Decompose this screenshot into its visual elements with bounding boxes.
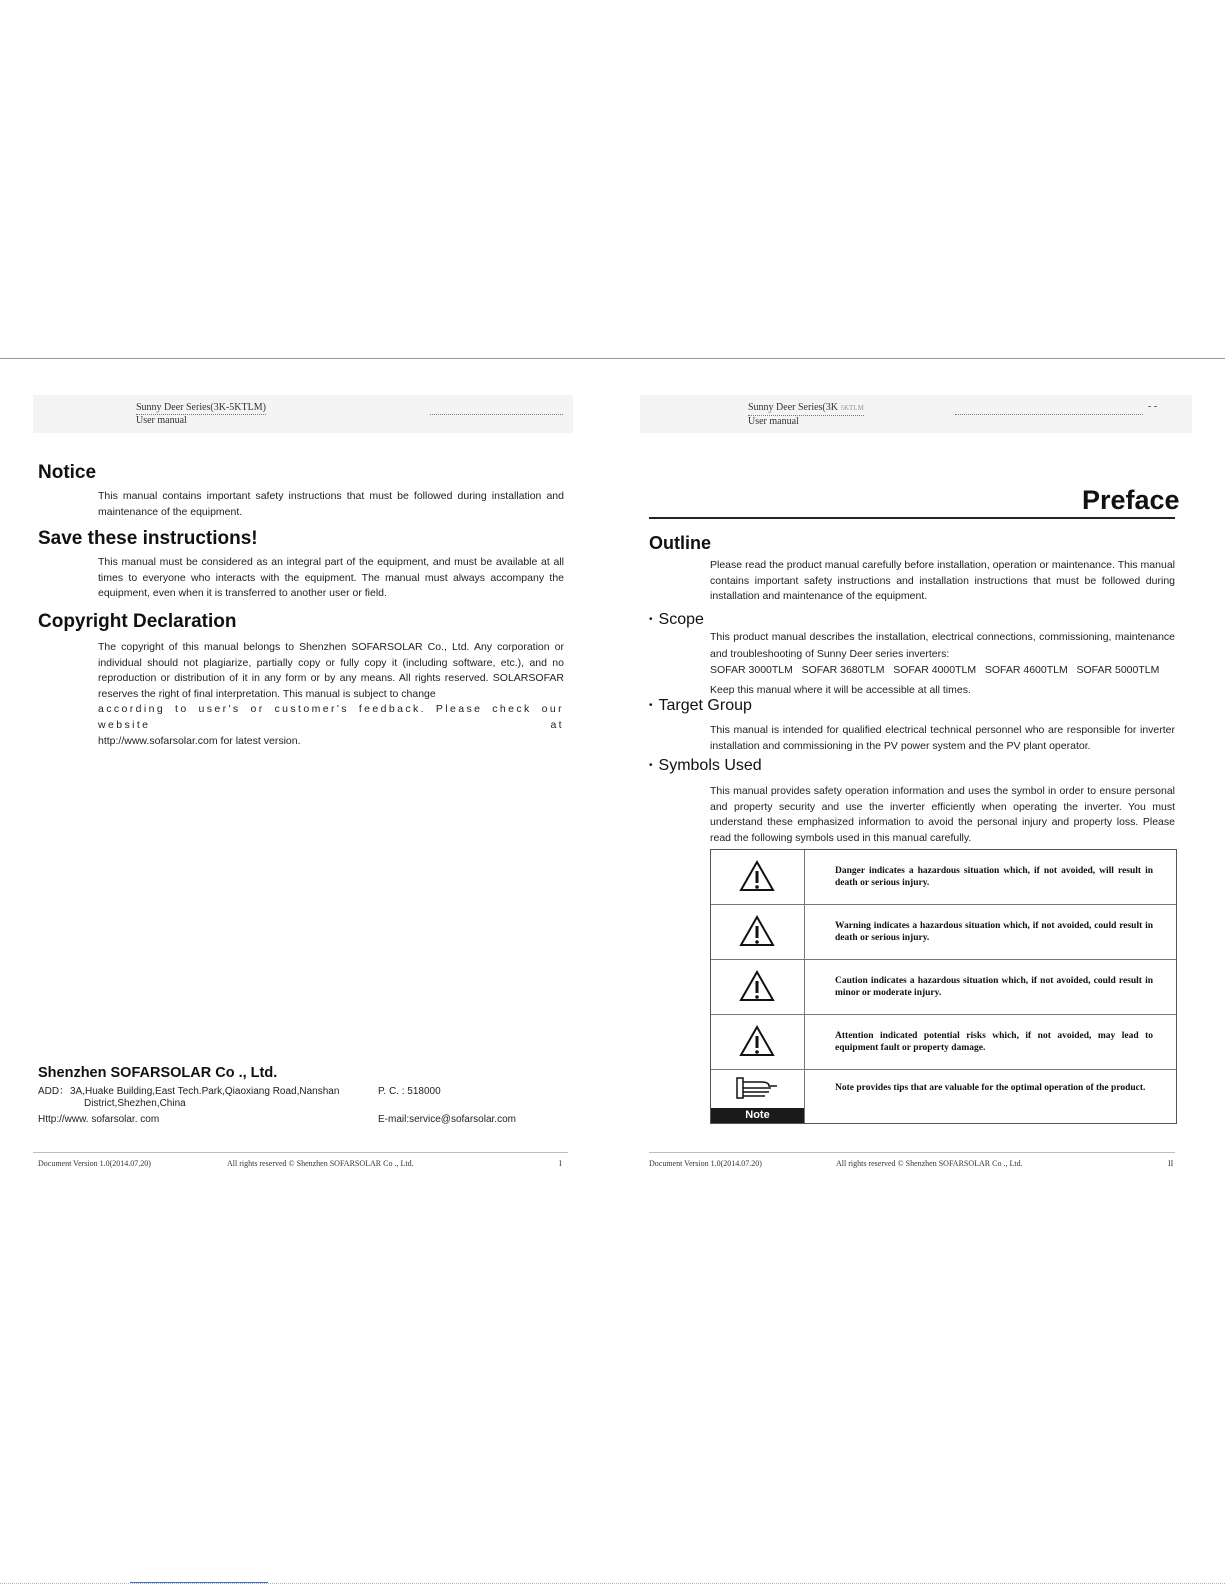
header-subtitle: User manual — [136, 415, 187, 426]
copyright-website: http://www.sofarsolar.com for latest version. — [98, 734, 301, 747]
header-title-faded: 5KTLM — [840, 404, 864, 412]
pointing-hand-icon — [711, 1070, 805, 1123]
address-line-2: District,Shezhen,China — [84, 1098, 186, 1109]
footer-page-number: I — [559, 1159, 562, 1168]
notice-heading: Notice — [38, 462, 97, 483]
warning-triangle-icon — [711, 960, 805, 1014]
warning-triangle-icon — [711, 850, 805, 904]
footer-rule — [33, 1152, 568, 1153]
scan-bottom-mark — [130, 1582, 268, 1583]
warning-triangle-icon — [711, 1015, 805, 1069]
header-title: Sunny Deer Series(3K-5KTLM) — [136, 402, 266, 413]
scan-bottom-border — [0, 1583, 1225, 1584]
symbols-table — [710, 849, 1177, 1124]
company-name: Shenzhen SOFARSOLAR Co ., Ltd. — [38, 1065, 278, 1081]
footer-rights: All rights reserved © Shenzhen SOFARSOLAR Co ., Ltd. — [836, 1159, 1023, 1168]
email: E-mail:service@sofarsolar.com — [378, 1114, 516, 1125]
symbol-row-caution — [711, 960, 1176, 1015]
preface-rule — [649, 517, 1175, 519]
footer-page-number: II — [1168, 1159, 1174, 1168]
footer-rule — [649, 1152, 1175, 1153]
symbols-used-heading: • Symbols Used — [649, 757, 762, 774]
header-title-block — [136, 402, 266, 426]
symbol-description: Attention indicated potential risks which, if not avoided, may lead to equipment fault or property damage. — [835, 1031, 1153, 1053]
address-line-1: 3A,Huake Building,East Tech.Park,Qiaoxiang Road,Nanshan — [70, 1086, 340, 1097]
symbol-row-danger — [711, 850, 1176, 905]
page-left — [0, 395, 612, 1185]
target-group-body: This manual is intended for qualified electrical technical personnel who are responsible for inverter installation and commissioning in the PV power system and the PV plant operator. — [710, 724, 1175, 752]
scan-top-border — [0, 358, 1225, 359]
notice-body: This manual contains important safety instructions that must be followed during installation and maintenance of the equipment. — [98, 490, 564, 518]
symbol-description: Caution indicates a hazardous situation which, if not avoided, could result in minor or moderate injury. — [835, 976, 1153, 998]
save-instructions-body: This manual must be considered as an integral part of the equipment, and must be available at all times to everyone who interacts with the equipment. The manual must always accompany the equipment, even when it is transferred to another user or field. — [98, 556, 564, 600]
page-right — [612, 395, 1225, 1185]
copyright-heading: Copyright Declaration — [38, 611, 237, 632]
outline-body: Please read the product manual carefully before installation, operation or maintenance. This manual contains important safety instructions and installation instructions that must be followed during installation and maintenance of the equipment. — [710, 559, 1175, 603]
header-title: Sunny Deer Series(3K — [748, 402, 838, 413]
model-list: SOFAR 3000TLM SOFAR 3680TLM SOFAR 4000TLM SOFAR 4600TLM SOFAR 5000TLM — [710, 664, 1160, 676]
symbol-description: Danger indicates a hazardous situation which, if not avoided, will result in death or serious injury. — [835, 866, 1153, 888]
symbols-used-body: This manual provides safety operation information and uses the symbol in order to ensure personal and property security and use the inverter efficiently when operating the inverter. You must understand these emphasized information to avoid the personal injury and property loss. Please read the following symbols used in this manual carefully. — [710, 785, 1175, 844]
outline-heading: Outline — [649, 533, 711, 553]
header-rule — [430, 414, 563, 415]
save-instructions-heading: Save these instructions! — [38, 528, 258, 549]
target-group-heading: • Target Group — [649, 697, 752, 714]
footer-rights: All rights reserved © Shenzhen SOFARSOLAR Co ., Ltd. — [227, 1159, 414, 1168]
header-title-block — [748, 402, 864, 427]
keep-note: Keep this manual where it will be accessible at all times. — [710, 683, 971, 696]
scope-body: This product manual describes the installation, electrical connections, commissioning, maintenance and troubleshooting of Sunny Deer series inverters: SOFAR 3000TLM SOFAR 3680TLM SOFAR 4000TLM SOFAR 4600TLM SOFAR 5000TLM Keep this manual where it will be accessible at all times. — [710, 629, 1175, 698]
note-label: Note — [711, 1108, 804, 1123]
footer-version: Document Version 1.0(2014.07.20) — [38, 1159, 151, 1168]
warning-triangle-icon — [711, 905, 805, 959]
header-subtitle: User manual — [748, 416, 799, 427]
copyright-body-line: according to user's or customer's feedback. Please check our website at — [98, 703, 564, 731]
preface-title: Preface — [1082, 485, 1180, 515]
copyright-body: The copyright of this manual belongs to Shenzhen SOFARSOLAR Co., Ltd. Any corporation or individual should not plagiarize, partially copy or fully copy it (including software, etc.), and no reproduction or distribution of it in any form or by any means. All rights reserved. SOLARSOFAR reserves the right of final interpretation. This manual is subject to change according to user's or customer's feedback. Please check our website at http://www.sofarsolar.com for latest version. — [98, 640, 564, 749]
header-corner-mark: - - — [1148, 401, 1158, 412]
website: Http://www. sofarsolar. com — [38, 1114, 160, 1125]
symbol-description: Warning indicates a hazardous situation which, if not avoided, could result in death or serious injury. — [835, 921, 1153, 943]
symbol-row-note — [711, 1070, 1176, 1123]
footer-version: Document Version 1.0(2014.07.20) — [649, 1159, 762, 1168]
scope-heading: • Scope — [649, 611, 704, 628]
symbol-row-attention — [711, 1015, 1176, 1070]
address-label: ADD： — [38, 1086, 70, 1097]
postcode: P. C. : 518000 — [378, 1086, 441, 1097]
symbol-description: Note provides tips that are valuable for the optimal operation of the product. — [835, 1083, 1146, 1093]
symbol-row-warning — [711, 905, 1176, 960]
header-rule — [955, 414, 1143, 415]
